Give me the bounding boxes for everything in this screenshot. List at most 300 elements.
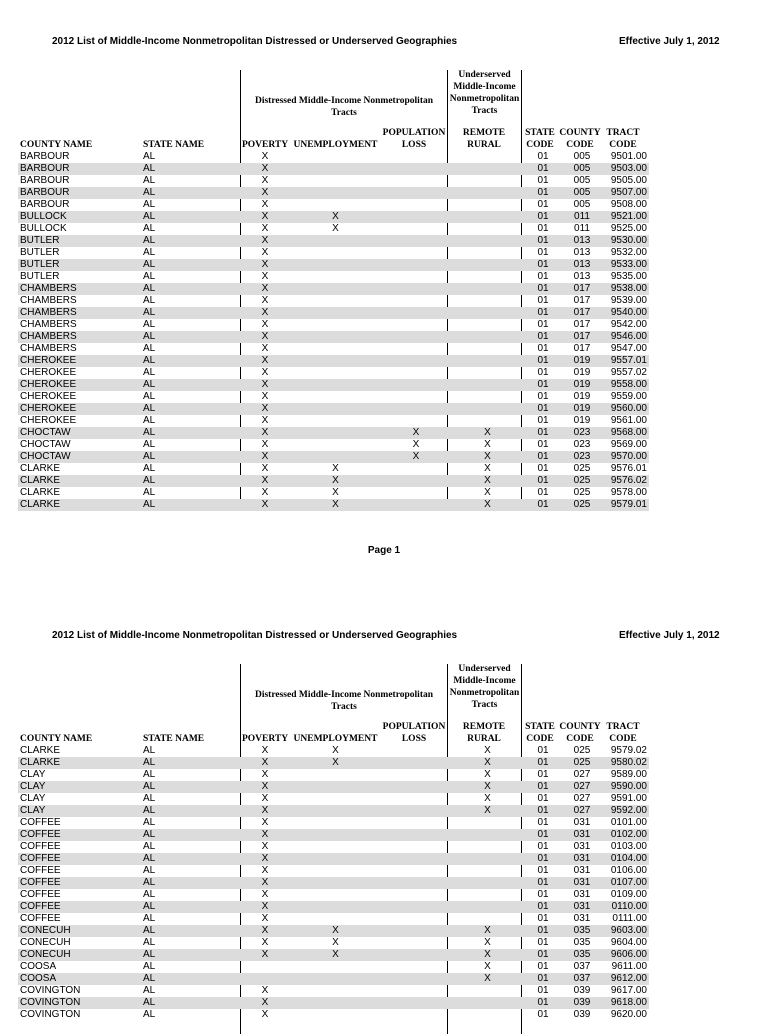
table-row [18,403,649,415]
county-name-cell: CLAY [20,793,46,804]
unemployment-cell [289,355,382,367]
population-loss-cell [382,997,450,1009]
state-name-cell: AL [143,841,156,852]
remote-rural-cell [450,997,525,1009]
population-loss-cell [382,235,450,247]
state-name-cell: AL [143,247,156,258]
poverty-cell: X [261,817,269,828]
poverty-cell: X [261,367,269,378]
tract-code-cell: 9580.02 [603,757,649,769]
table-row [18,769,649,781]
county-name-cell: CHEROKEE [18,403,143,415]
poverty-cell: X [261,889,269,900]
county-name-cell: BARBOUR [20,175,70,186]
table-row [18,163,649,175]
poverty-cell: X [261,199,269,210]
county-name-cell: BULLOCK [18,211,143,223]
population-loss-cell [382,247,450,259]
state-code-cell: 01 [525,427,561,439]
population-loss-cell [382,319,450,331]
population-loss-header: POPULATION LOSS [382,722,446,744]
county-name-cell: CHAMBERS [18,331,143,343]
state-code-cell: 01 [537,817,549,828]
remote-rural-cell [450,271,525,283]
unemployment-cell [289,259,382,271]
county-code-cell: 017 [561,283,603,295]
table-row [18,499,649,511]
poverty-cell: X [261,439,269,450]
table-row [18,223,649,235]
state-name-cell: AL [143,949,241,961]
unemployment-cell [289,973,382,985]
tract-code-cell: 9579.02 [610,745,647,756]
remote-rural-cell [450,319,525,331]
tract-code-cell: 9569.00 [610,439,647,450]
state-name-cell: AL [143,295,156,306]
county-code-header: COUNTY CODE [559,128,601,150]
remote-rural-cell: X [450,781,525,793]
state-name-cell: AL [143,223,156,234]
state-code-cell: 01 [525,211,561,223]
county-code-cell: 031 [573,889,591,900]
county-code-cell: 005 [573,151,591,162]
state-code-cell: 01 [525,451,561,463]
unemployment-cell [289,793,382,805]
population-loss-cell [382,151,450,163]
state-code-cell: 01 [537,271,549,282]
remote-rural-cell [450,403,525,415]
table-row [18,415,649,427]
poverty-cell: X [261,985,269,996]
table-row [18,793,649,805]
county-code-cell: 005 [561,187,603,199]
remote-rural-cell: X [484,793,491,804]
tract-code-cell: 9521.00 [603,211,649,223]
county-name-cell: CLAY [18,805,143,817]
tract-code-cell: 0109.00 [610,889,647,900]
unemployment-cell [289,379,382,391]
population-loss-cell [382,379,450,391]
county-code-cell: 031 [573,817,591,828]
poverty-cell: X [261,937,269,948]
county-code-cell: 027 [573,769,591,780]
county-name-cell: COFFEE [20,889,61,900]
tract-code-cell: 9533.00 [603,259,649,271]
county-name-cell: CLAY [20,769,46,780]
county-code-cell: 013 [573,271,591,282]
table-row [18,199,649,211]
unemployment-cell: X [332,745,339,756]
remote-rural-cell [450,307,525,319]
remote-rural-cell: X [484,769,491,780]
remote-rural-cell [450,187,525,199]
remote-rural-cell [450,985,525,997]
state-name-cell: AL [143,925,241,937]
population-loss-cell [382,805,450,817]
tract-code-cell: 9501.00 [610,151,647,162]
county-code-cell: 035 [561,925,603,937]
state-name-cell: AL [143,391,156,402]
tract-code-cell: 0110.00 [603,901,649,913]
state-code-cell: 01 [537,865,549,876]
unemployment-cell [289,817,382,829]
poverty-cell: X [241,379,289,391]
state-name-cell: AL [143,439,156,450]
unemployment-cell [289,427,382,439]
remote-rural-cell [450,853,525,865]
tract-code-cell: 9547.00 [610,343,647,354]
county-code-cell: 037 [561,973,603,985]
remote-rural-cell [450,259,525,271]
county-name-cell: CONECUH [20,937,71,948]
tract-code-cell: 9539.00 [610,295,647,306]
population-loss-cell [382,829,450,841]
poverty-cell: X [261,175,269,186]
population-loss-cell [382,355,450,367]
tract-code-cell: 9579.01 [603,499,649,511]
poverty-cell: X [261,463,269,474]
poverty-header: POVERTY [241,734,289,744]
state-code-cell: 01 [537,985,549,996]
remote-rural-cell [450,235,525,247]
county-code-cell: 027 [561,781,603,793]
county-code-cell: 005 [561,163,603,175]
state-name-cell: AL [143,889,156,900]
county-name-cell: CHAMBERS [20,319,77,330]
county-name-cell: BULLOCK [20,223,67,234]
remote-rural-cell [450,415,525,427]
poverty-cell: X [241,283,289,295]
county-code-cell: 031 [561,853,603,865]
remote-rural-cell: X [450,925,525,937]
state-name-cell: AL [143,937,156,948]
county-code-cell: 027 [573,793,591,804]
unemployment-cell [289,1009,382,1021]
poverty-cell: X [261,415,269,426]
state-name-cell: AL [143,199,156,210]
poverty-cell: X [261,1009,269,1020]
distressed-group-header: Distressed Middle-Income Nonmetropolitan Tracts [254,690,434,712]
county-name-cell: COFFEE [18,829,143,841]
state-code-cell: 01 [537,319,549,330]
table-row [18,259,649,271]
state-name-cell: AL [143,829,241,841]
county-name-cell: CLARKE [20,487,61,498]
tract-code-cell: 9591.00 [610,793,647,804]
table-row [18,319,649,331]
unemployment-cell [289,403,382,415]
unemployment-cell [289,175,382,187]
remote-rural-cell [450,151,525,163]
population-loss-cell [382,211,450,223]
tract-code-cell: 9578.00 [610,487,647,498]
table-row [18,985,649,997]
state-name-cell: AL [143,745,156,756]
state-code-cell: 01 [537,247,549,258]
county-code-cell: 031 [573,865,591,876]
county-code-cell: 025 [573,487,591,498]
county-name-cell: COVINGTON [20,1009,81,1020]
poverty-cell: X [241,877,289,889]
county-code-cell: 025 [573,463,591,474]
remote-rural-cell [450,829,525,841]
county-code-cell: 031 [573,841,591,852]
state-code-cell: 01 [525,163,561,175]
remote-rural-header: REMOTE RURAL [462,128,506,150]
poverty-cell: X [241,163,289,175]
poverty-cell: X [241,451,289,463]
state-code-cell: 01 [537,793,549,804]
tract-code-cell: 9606.00 [603,949,649,961]
population-loss-cell [382,913,450,925]
poverty-cell: X [241,829,289,841]
state-code-cell: 01 [525,781,561,793]
county-name-cell: COFFEE [20,913,61,924]
table-row [18,925,649,937]
population-loss-cell [382,331,450,343]
remote-rural-cell [450,295,525,307]
county-name-cell: BARBOUR [18,187,143,199]
poverty-cell: X [241,781,289,793]
poverty-cell: X [261,913,269,924]
table-row [18,451,649,463]
state-code-cell: 01 [537,937,549,948]
tract-code-cell: 9576.01 [610,463,647,474]
state-code-cell: 01 [525,877,561,889]
state-name-cell: AL [143,1009,156,1020]
tract-code-cell: 9505.00 [610,175,647,186]
population-loss-cell [382,841,450,853]
county-code-cell: 025 [561,475,603,487]
remote-rural-cell: X [484,439,491,450]
poverty-cell: X [261,271,269,282]
poverty-cell: X [261,841,269,852]
county-code-cell: 039 [573,985,591,996]
tract-code-cell: 9603.00 [603,925,649,937]
page-number: Page 1 [367,545,401,556]
tract-code-cell: 9557.02 [610,367,647,378]
tract-code-cell: 9590.00 [603,781,649,793]
county-name-cell: COFFEE [20,841,61,852]
unemployment-cell [289,187,382,199]
state-code-cell: 01 [537,769,549,780]
unemployment-cell [289,343,382,355]
poverty-cell: X [241,331,289,343]
tract-code-cell: 9557.01 [603,355,649,367]
poverty-cell: X [241,187,289,199]
state-code-cell: 01 [525,403,561,415]
poverty-cell: X [241,901,289,913]
state-name-cell: AL [143,319,156,330]
state-code-cell: 01 [525,499,561,511]
county-code-cell: 031 [561,901,603,913]
table-row [18,439,649,451]
tract-code-cell: 9561.00 [610,415,647,426]
poverty-cell: X [261,391,269,402]
document-title: 2012 List of Middle-Income Nonmetropolitan Distressed or Underserved Geographies [52,36,458,47]
tract-code-cell: 9508.00 [610,199,647,210]
state-name-header: STATE NAME [143,140,205,150]
population-loss-cell [382,367,450,379]
remote-rural-cell [450,379,525,391]
state-code-cell: 01 [525,307,561,319]
county-code-cell: 035 [573,937,591,948]
county-name-cell: BARBOUR [18,163,143,175]
state-code-cell: 01 [537,151,549,162]
state-code-cell: 01 [525,901,561,913]
state-name-cell: AL [143,187,241,199]
state-name-cell: AL [143,793,156,804]
tract-code-cell: 9560.00 [603,403,649,415]
unemployment-cell [289,997,382,1009]
table-row [18,475,649,487]
population-loss-cell [382,817,450,829]
state-name-cell: AL [143,343,156,354]
state-code-cell: 01 [525,331,561,343]
county-code-cell: 017 [573,319,591,330]
state-code-cell: 01 [537,367,549,378]
unemployment-cell [289,805,382,817]
county-code-cell: 023 [561,427,603,439]
county-code-cell: 013 [561,235,603,247]
table-row [18,757,649,769]
county-name-cell: CHAMBERS [18,307,143,319]
tract-code-cell: 9576.02 [603,475,649,487]
state-code-cell: 01 [525,259,561,271]
table-row [18,889,649,901]
county-name-cell: BUTLER [18,235,143,247]
state-code-cell: 01 [537,1009,549,1020]
state-code-cell: 01 [525,949,561,961]
population-loss-cell [382,463,450,475]
state-code-cell: 01 [525,283,561,295]
tract-code-header: TRACT CODE [606,722,640,744]
unemployment-cell [289,853,382,865]
unemployment-cell [289,439,382,451]
population-loss-cell [382,271,450,283]
table-row [18,817,649,829]
state-name-cell: AL [143,211,241,223]
tract-code-cell: 9611.00 [611,961,647,972]
table-row [18,949,649,961]
population-loss-cell [382,961,450,973]
population-loss-cell: X [382,451,450,463]
remote-rural-cell [450,391,525,403]
county-code-cell: 019 [573,367,591,378]
table-row [18,901,649,913]
population-loss-cell [382,853,450,865]
county-name-cell: CHAMBERS [20,295,77,306]
county-name-cell: BUTLER [20,247,60,258]
remote-rural-cell [450,367,525,379]
tract-code-cell: 9568.00 [603,427,649,439]
county-code-cell: 025 [561,499,603,511]
state-name-cell: AL [143,463,156,474]
unemployment-cell: X [289,499,382,511]
state-code-cell: 01 [525,925,561,937]
population-loss-cell [382,475,450,487]
population-loss-cell [382,925,450,937]
table-row [18,973,649,985]
table-row [18,865,649,877]
remote-rural-cell: X [450,475,525,487]
poverty-header: POVERTY [241,140,289,150]
remote-rural-cell: X [450,805,525,817]
county-name-cell: COOSA [20,961,57,972]
state-name-cell: AL [143,415,156,426]
county-code-cell: 027 [561,805,603,817]
effective-date: Effective July 1, 2012 [619,36,720,47]
state-name-cell: AL [143,151,156,162]
table-row [18,487,649,499]
unemployment-cell [289,247,382,259]
remote-rural-cell [450,865,525,877]
unemployment-cell [289,913,382,925]
county-name-cell: CONECUH [18,949,143,961]
county-code-cell: 031 [573,913,591,924]
county-name-cell: CLARKE [18,757,143,769]
county-name-cell: COVINGTON [18,997,143,1009]
unemployment-cell [289,769,382,781]
state-code-cell: 01 [525,235,561,247]
county-code-cell: 017 [561,307,603,319]
county-name-cell: CLARKE [20,745,61,756]
state-name-cell: AL [143,997,241,1009]
poverty-cell: X [241,259,289,271]
county-code-cell: 011 [561,211,603,223]
county-name-cell: BUTLER [18,259,143,271]
county-code-header: COUNTY CODE [559,722,601,744]
table-row [18,247,649,259]
unemployment-cell [289,877,382,889]
state-code-cell: 01 [525,475,561,487]
unemployment-cell: X [289,949,382,961]
county-name-header: COUNTY NAME [20,140,93,150]
tract-code-cell: 9535.00 [610,271,647,282]
county-name-header: COUNTY NAME [20,734,93,744]
poverty-cell: X [261,769,269,780]
unemployment-cell [289,415,382,427]
state-name-cell: AL [143,781,241,793]
tract-code-cell: 9559.00 [610,391,647,402]
unemployment-cell [289,307,382,319]
remote-rural-cell [450,901,525,913]
unemployment-cell [289,331,382,343]
unemployment-cell: X [332,463,339,474]
state-code-cell: 01 [537,913,549,924]
population-loss-cell [382,307,450,319]
county-code-cell: 005 [573,199,591,210]
table-row [18,961,649,973]
unemployment-cell: X [332,223,339,234]
poverty-cell: X [241,499,289,511]
state-name-cell: AL [143,307,241,319]
tract-code-cell: 0101.00 [610,817,647,828]
unemployment-cell: X [332,487,339,498]
table-row [18,211,649,223]
state-name-cell: AL [143,499,241,511]
state-name-cell: AL [143,175,156,186]
unemployment-cell [289,283,382,295]
remote-rural-cell [450,841,525,853]
county-code-cell: 013 [561,259,603,271]
table-row [18,295,649,307]
county-name-cell: CHAMBERS [20,343,77,354]
county-code-cell: 031 [561,877,603,889]
unemployment-cell [289,319,382,331]
state-name-cell: AL [143,961,156,972]
poverty-cell [241,961,289,973]
